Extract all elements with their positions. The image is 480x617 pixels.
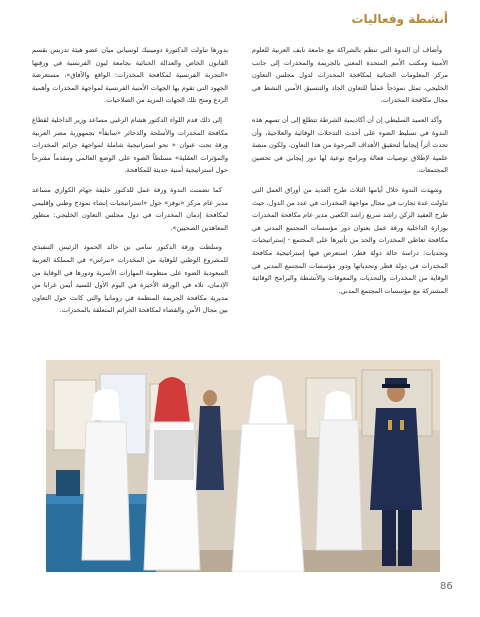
text-column-left (32, 44, 228, 324)
paragraph: إلى ذلك قدم اللواء الدكتور هشام الزغبي مساعد وزير الداخلية لقطاع مكافحة المخدرات والأسلحة والذخائر «سابقاً» بجمهورية مصر العربية ورقة تحت عنوان « نحو استراتيجية شاملة لمواجهة جرائم المخدرات والمؤثرات العقلية» مسلطاً الضوء على الوضع العالمي ومقدماً مقترحاً حول استراتيجية أمنية حديثة للمكافحة. (32, 115, 228, 175)
paragraph: وشهدت الندوة خلال أيامها الثلاث طرح العديد من أوراق العمل التي تناولت عدة تجارب في مجال مواجهة المخدرات في عدد من الدول، حيث طرح العقيد الركن راشد سريع راشد الكعبي مدير عام مكافحة المخدرات بوزارة الداخلية ورقة عمل بعنوان دور مؤسسات المجتمع المدني في مكافحة تعاطي المخدرات والحد من تأثيرها على المجتمع - إستراتيجيات وتحديات: دراسة حالة دولة قطر، استعرض فيها إستراتيجية مكافحة المخدرات في دولة قطر وتحدياتها ودور مؤسسات المجتمع المدني في الوقاية من المخدرات والتحديات والمعوقات والأنشطة والبرامج الوقائية المشتركة مع مؤسسات المجتمع المدني. (252, 185, 448, 295)
section-title: أنشطة وفعاليات (351, 12, 448, 26)
paragraph: وأضاف أن الندوة التي تنظم بالشراكة مع جامعة نايف العربية للعلوم الأمنية ومكتب الأمم المتحدة المعني بالجريمة والمخدرات إلى جانب مركز المعلومات الجنائية لمكافحة المخدرات لدول مجلس التعاون الخليجي، تمثل نموذجاً عملياً للتعاون الجاد والتنسيق الأمني النشط في مجال مكافحة المخدرات. (252, 46, 448, 105)
paragraph: كما تضمنت الندوة ورقة عمل للدكتور خليفة جهام الكواري مساعد مدير عام مركز «نوفر» حول «استراتيجيات إنشاء نموذج وطني وإقليمي لمكافحة إدمان المخدرات في دول مجلس التعاون الخليجي: منظور المعاهدين الصحيين». (32, 185, 228, 232)
page-number: 86 (440, 581, 453, 592)
text-column-right (252, 44, 448, 304)
paragraph: وأكد العميد السليطي إن أن أكاديمية الشرطة تتطلع إلى أن تسهم هذه الندوة في تسليط الضوء على أحدث التدخلات الوقائية والعلاجية، وأن تحدث أثراً إيجابياً لتحقيق الأهداف المرجوة من هذا التعاون، ولكون منصة علمية لإطلاق توصيات فعالة وبرامج نوعية لها دور إيجابي في تحصين المجتمعات. (252, 115, 448, 175)
event-photo (46, 360, 440, 572)
paragraph: وسلطت ورقة الدكتور سامي بن خالد الحمود الرئيس التنفيذي للمشروع الوطني للوقاية من المخدرات «نبراس» في المملكة العربية السعودية الضوء على منظومة المهارات الأسرية ودورها في الوقاية من الإدمان، تلاه في الورقة الأخيرة في اليوم الأول للسيد أيمن غرابا من مديرية مكافحة الجريمة المنظمة في رومانيا والتي كانت حول التعاون بين مجال الأمن والقضاء لمكافحة الجرائم المتعلقة بالمخدرات. (32, 243, 228, 315)
paragraph: بدورها تناولت الدكتورة دومينيك لوسياني ميان عضو هيئة تدريس بقسم القانون الخاص والعدالة الجنائية بجامعة ليون الفرنسية في ورقتها «التجربة الفرنسية لمكافحة المخدرات: الواقع والآفاق»، مستعرضة الجهود التي تقوم بها الجهات الأمنية الفرنسية لمواجهة المخدرات وأهمية الردع ومنح تلك الجهات المزيد من الصلاحيات. (32, 46, 228, 105)
